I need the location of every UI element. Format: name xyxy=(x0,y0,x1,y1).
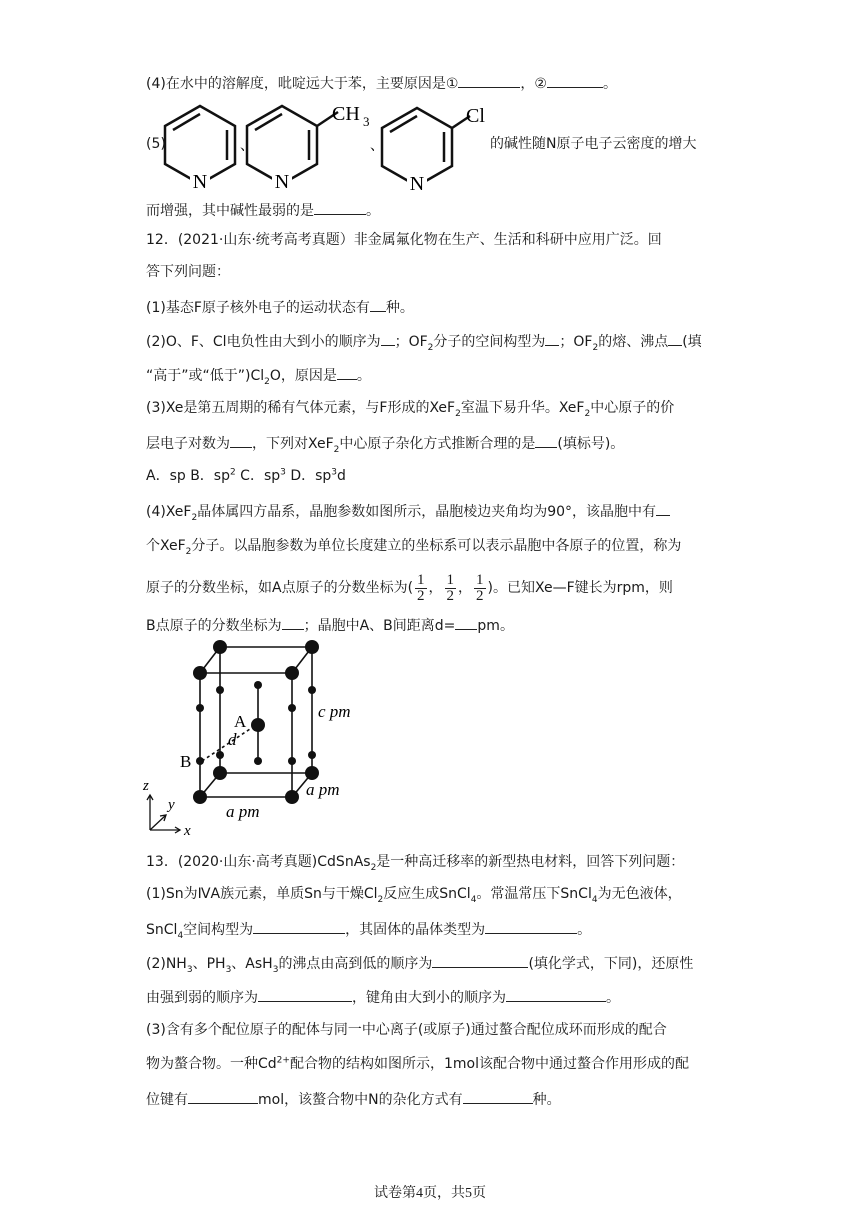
q13-part3: (3)含有多个配位原子的配体与同一中心离子(或原子)通过螯合配位成环而形成的配合 xyxy=(146,1022,667,1038)
q12-heading: 12．(2021·山东·统考高考真题）非金属氟化物在生产、生活和科研中应用广泛。回 xyxy=(146,232,662,248)
methyl-subscript: 3 xyxy=(363,114,370,129)
a-param-label-bottom: a pm xyxy=(226,802,260,821)
fraction-half: $\frac{1}{2}$ xyxy=(417,571,425,604)
answer-blank xyxy=(547,72,603,88)
q11-part5-label: (5) xyxy=(146,136,166,152)
answer-blank xyxy=(463,1088,533,1104)
fraction-half: $\frac{1}{2}$ xyxy=(446,571,455,604)
answer-blank xyxy=(253,918,345,934)
q12-part4-coords: 原子的分数坐标，如A点原子的分数坐标为( $\frac{1}{2}$ ， $\frac{1}{2}$ ， $\frac{1}{2}$ )。已知Xe—F键长为rpm，则 xyxy=(146,571,673,604)
chlorine-label: Cl xyxy=(466,105,485,127)
answer-blank xyxy=(381,330,395,346)
q13-part1-cont: SnCl$_4$空间构型为 ，其固体的晶体类型为 。 xyxy=(146,918,591,940)
a-param-label-side: a pm xyxy=(306,780,340,799)
coordinate-axes xyxy=(147,795,180,833)
q13-heading: 13．(2020·山东·高考真题)CdSnAs$_2$是一种高迁移率的新型热电材料，回答下列问题： xyxy=(146,854,685,873)
y-axis-label: y xyxy=(168,797,175,813)
answer-blank xyxy=(458,72,520,88)
q13-part2-cont: 由强到弱的顺序为 ，键角由大到小的顺序为 。 xyxy=(146,986,620,1008)
point-b-label: B xyxy=(180,752,192,771)
answer-blank xyxy=(506,986,606,1002)
methylpyridine-structure xyxy=(247,106,338,184)
answer-blank xyxy=(455,614,477,630)
atoms xyxy=(193,640,319,804)
fraction-half: $\frac{1}{2}$ xyxy=(476,571,484,604)
distance-d-label: d xyxy=(228,730,237,749)
q12-part1: (1)基态F原子核外电子的运动状态有 种。 xyxy=(146,296,414,318)
nitrogen-label: N xyxy=(409,173,425,195)
answer-blank xyxy=(188,1088,258,1104)
page-footer: 试卷第4页，共5页 xyxy=(374,1186,486,1201)
q12-part4-question: B点原子的分数坐标为 ；晶胞中A、B间距离d= pm。 xyxy=(146,614,514,636)
answer-blank xyxy=(282,614,304,630)
q13-part1: (1)Sn为ⅣA族元素，单质Sn与干燥$Cl_2$反应生成SnCl$_4$。常温常压下SnCl$_4$为无色液体， xyxy=(146,886,682,905)
answer-blank xyxy=(370,296,386,312)
separator: 、 xyxy=(240,139,254,154)
q12-part3: (3)Xe是第五周期的稀有气体元素，与F形成的XeF$_2$室温下易升华。XeF$_2$中心原子的价 xyxy=(146,400,675,419)
c-param-label: c pm xyxy=(318,702,351,721)
q12-part4-cont: 个XeF$_2$分子。以晶胞参数为单位长度建立的坐标系可以表示晶胞中各原子的位置，称为 xyxy=(146,538,682,557)
q11-part5-text: 的碱性随N原子电子云密度的增大 xyxy=(490,136,697,152)
x-axis-label: x xyxy=(184,823,191,839)
answer-blank xyxy=(668,330,682,346)
answer-blank xyxy=(656,500,670,516)
answer-blank xyxy=(432,952,528,968)
answer-blank xyxy=(485,918,577,934)
q12-part2-cont: “高于”或“低于$”)Cl_2O$，原因是 。 xyxy=(146,364,371,386)
methyl-label: CH xyxy=(332,103,360,125)
answer-blank xyxy=(337,364,357,380)
q13-part3-cont: 物为螯合物。一种$Cd^{2+}$配合物的结构如图所示，1mol该配合物中通过螯合作用形成的配 xyxy=(146,1055,689,1072)
answer-blank xyxy=(230,432,252,448)
q12-options: A．sp B．$sp^2$ C．$sp^3$ D．$sp^3d$ xyxy=(146,467,346,484)
separator: 、 xyxy=(370,139,384,154)
nitrogen-label: N xyxy=(274,171,290,193)
answer-blank xyxy=(314,199,366,215)
q13-part3-question: 位键有 mol，该螯合物中N的杂化方式有 种。 xyxy=(146,1088,561,1110)
q13-part2: $(2)NH_3$、$PH_3$、AsH$_3$的沸点由高到低的顺序为 (填化学式，下同)，还原性 xyxy=(146,952,693,974)
q12-part4: (4)XeF$_2$晶体属四方晶系，晶胞参数如图所示，晶胞棱边夹角均为90°，该晶胞中有 xyxy=(146,500,670,522)
q11-part5-cont: 而增强，其中碱性最弱的是 。 xyxy=(146,199,380,221)
answer-blank xyxy=(535,432,557,448)
q12-heading-cont: 答下列问题： xyxy=(146,264,230,280)
q11-part4: (4)在水中的溶解度，吡啶远大于苯，主要原因是① ，② 。 xyxy=(146,72,617,94)
q12-part2: (2)O、F、Cl电负性由大到小的顺序为 ；$OF_2$分子的空间构型为 ；$OF_2$的熔、沸点 (填 xyxy=(146,330,702,352)
q12-part3-cont: 层电子对数为 ，下列对XeF$_2$中心原子杂化方式推断合理的是 (填标号)。 xyxy=(146,432,624,454)
answer-blank xyxy=(258,986,352,1002)
nitrogen-label: N xyxy=(192,171,208,193)
answer-blank xyxy=(545,330,559,346)
z-axis-label: z xyxy=(143,778,149,794)
xef2-unit-cell-figure xyxy=(140,635,380,840)
point-a-label: A xyxy=(234,712,247,731)
pyridine-structures-figure xyxy=(160,96,500,196)
